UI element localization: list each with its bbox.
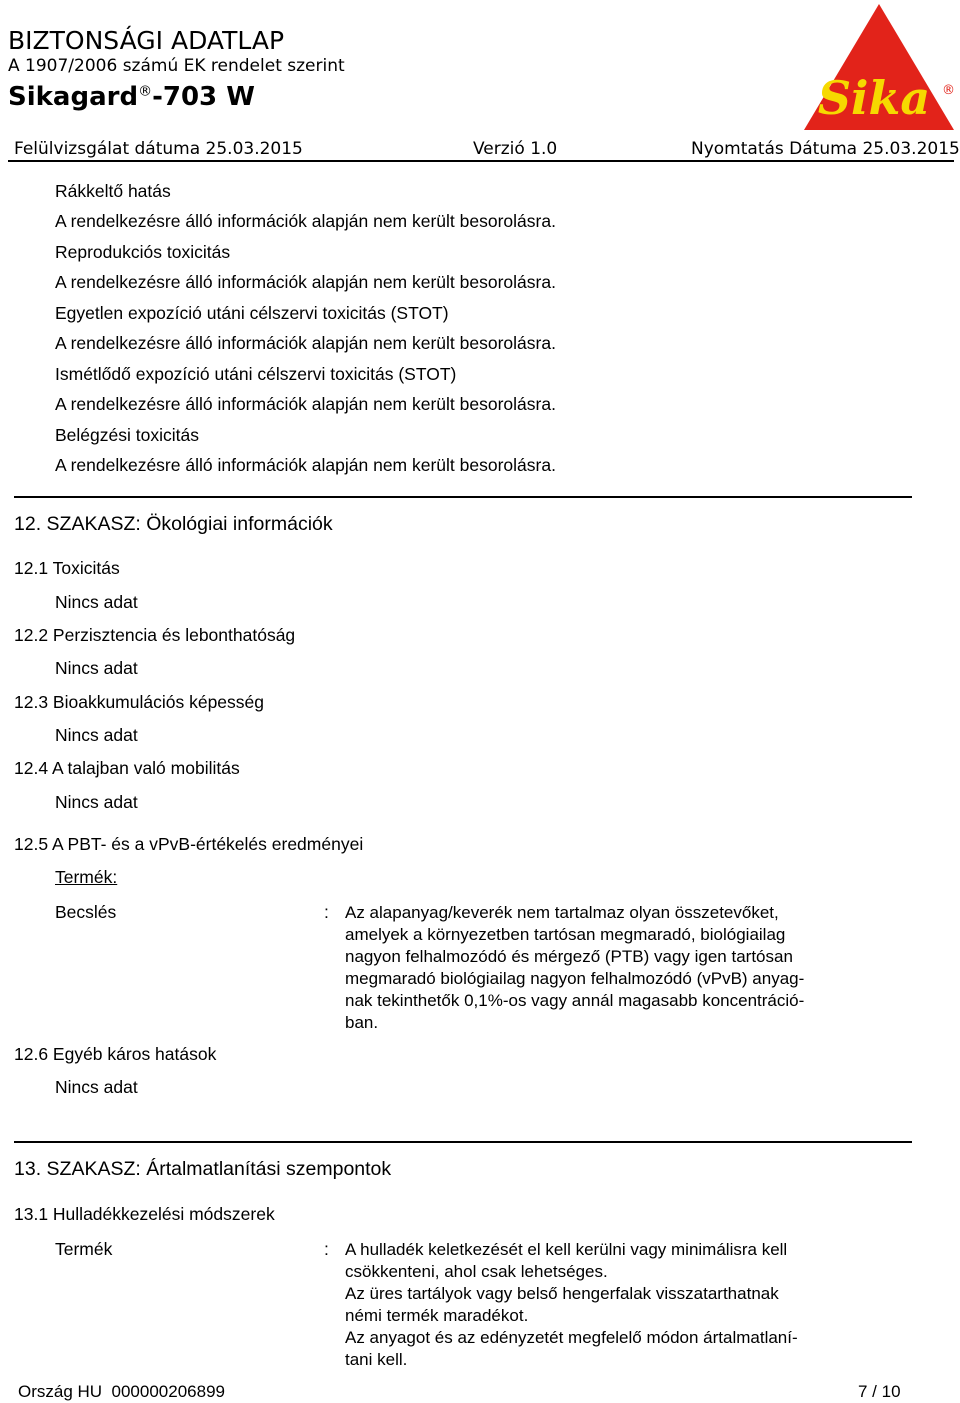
estimate-line: nagyon felhalmozódó és mérgező (PTB) vagy igen tartósan	[345, 947, 793, 966]
document-title: BIZTONSÁGI ADATLAP	[8, 26, 285, 55]
section-13-title: 13. SZAKASZ: Ártalmatlanítási szempontok	[14, 1158, 392, 1180]
waste-line: A hulladék keletkezését el kell kerülni vagy minimálisra kell	[345, 1240, 788, 1259]
regulation-text: A 1907/2006 számú EK rendelet szerint	[8, 56, 345, 76]
print-date: Nyomtatás Dátuma 25.03.2015	[691, 139, 960, 159]
subsection-12-2-text: Nincs adat	[55, 658, 138, 678]
estimate-line: megmaradó biológiailag nagyon felhalmozódó (vPvB) anyag-	[345, 969, 805, 988]
waste-colon: :	[324, 1239, 329, 1259]
subsection-12-4-text: Nincs adat	[55, 792, 138, 812]
waste-line: Az üres tartályok vagy belső hengerfalak visszatarthatnak	[345, 1284, 779, 1303]
tox-title-stot-repeated: Ismétlődő expozíció utáni célszervi toxicitás (STOT)	[55, 364, 457, 384]
subsection-12-6-title: 12.6 Egyéb káros hatások	[14, 1044, 217, 1064]
section-12-title: 12. SZAKASZ: Ökológiai információk	[14, 513, 333, 535]
tox-text-aspiration: A rendelkezésre álló információk alapján nem került besorolásra.	[55, 455, 556, 475]
subsection-12-2-title: 12.2 Perzisztencia és lebonthatóság	[14, 625, 296, 645]
subsection-12-1-text: Nincs adat	[55, 592, 138, 612]
estimate-line: nak tekinthetők 0,1%-os vagy annál magasabb koncentráció-	[345, 991, 805, 1010]
product-name: Sikagard®-703 W	[8, 82, 255, 112]
tox-text-carcinogenicity: A rendelkezésre álló információk alapján nem került besorolásra.	[55, 211, 556, 231]
version: Verzió 1.0	[473, 139, 558, 159]
waste-line: Az anyagot és az edényzetét megfelelő módon ártalmatlaní-	[345, 1328, 798, 1347]
section-13-divider	[14, 1141, 912, 1143]
subsection-12-6-text: Nincs adat	[55, 1077, 138, 1097]
footer-page-number: 7 / 10	[858, 1382, 901, 1401]
tox-title-stot-single: Egyetlen expozíció utáni célszervi toxicitás (STOT)	[55, 303, 449, 323]
svg-text:®: ®	[942, 83, 955, 98]
waste-line: némi termék maradékot.	[345, 1306, 529, 1325]
header-divider	[8, 160, 954, 162]
subsection-12-5-title: 12.5 A PBT- és a vPvB-értékelés eredményei	[14, 834, 364, 854]
subsection-12-3-title: 12.3 Bioakkumulációs képesség	[14, 692, 265, 712]
waste-text	[345, 1239, 798, 1371]
section-12-divider	[14, 496, 912, 498]
subsection-12-4-title: 12.4 A talajban való mobilitás	[14, 758, 240, 778]
subsection-12-3-text: Nincs adat	[55, 725, 138, 745]
estimate-line: Az alapanyag/keverék nem tartalmaz olyan összetevőket,	[345, 903, 779, 922]
tox-title-carcinogenicity: Rákkeltő hatás	[55, 181, 171, 201]
waste-line: csökkenteni, ahol csak lehetséges.	[345, 1262, 608, 1281]
estimate-line: ban.	[345, 1013, 379, 1032]
sika-logo	[800, 2, 958, 132]
product-label: Termék:	[55, 867, 118, 887]
revision-date: Felülvizsgálat dátuma 25.03.2015	[14, 139, 303, 159]
tox-title-aspiration: Belégzési toxicitás	[55, 425, 199, 445]
waste-line: tani kell.	[345, 1350, 408, 1369]
tox-text-stot-single: A rendelkezésre álló információk alapján nem került besorolásra.	[55, 333, 556, 353]
tox-title-reproductive: Reprodukciós toxicitás	[55, 242, 231, 262]
registered-mark: ®	[138, 83, 153, 100]
estimate-text	[345, 902, 804, 1034]
waste-product-label: Termék	[55, 1239, 113, 1259]
tox-text-stot-repeated: A rendelkezésre álló információk alapján nem került besorolásra.	[55, 394, 556, 414]
tox-text-reproductive: A rendelkezésre álló információk alapján nem került besorolásra.	[55, 272, 556, 292]
estimate-colon: :	[324, 902, 329, 922]
estimate-label: Becslés	[55, 902, 117, 922]
subsection-13-1-title: 13.1 Hulladékkezelési módszerek	[14, 1204, 275, 1224]
footer-country: Ország HU 000000206899	[18, 1382, 225, 1401]
estimate-line: amelyek a környezetben tartósan megmaradó, biológiailag	[345, 925, 786, 944]
subsection-12-1-title: 12.1 Toxicitás	[14, 558, 120, 578]
svg-text:Sika: Sika	[817, 71, 931, 125]
